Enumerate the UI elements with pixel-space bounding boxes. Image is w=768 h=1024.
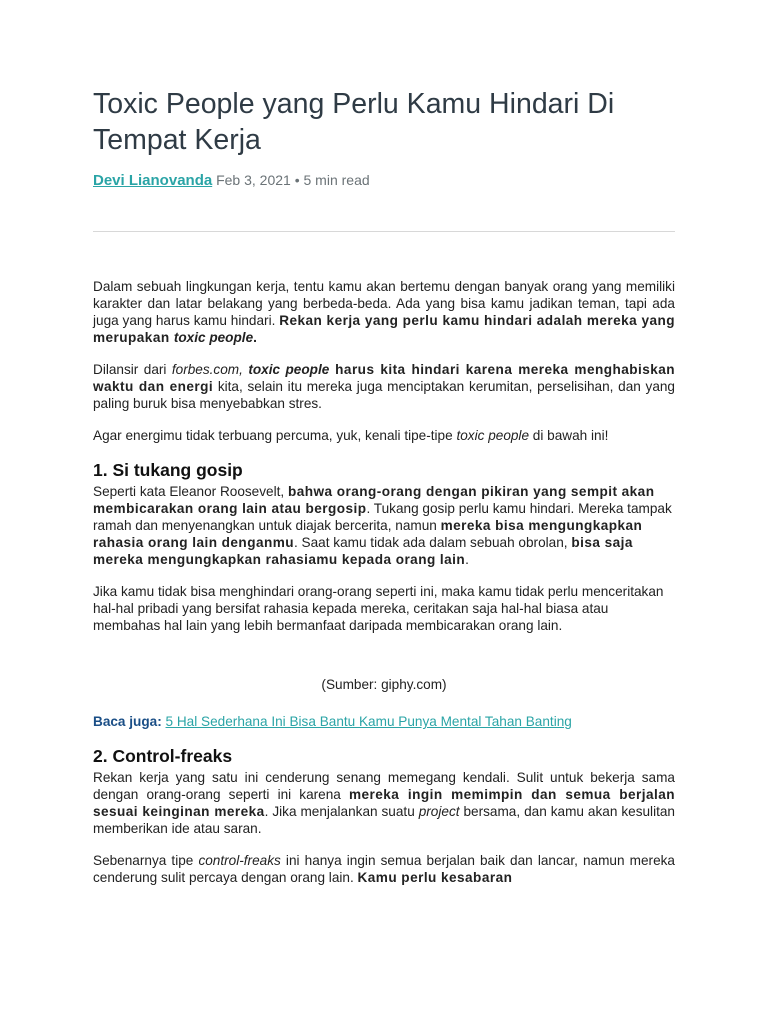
gossip-text-d: . [465, 552, 469, 567]
article-body [93, 278, 675, 901]
intro-end: . [253, 330, 257, 345]
types-intro-paragraph [93, 427, 675, 444]
forbes-bold-italic: toxic people [248, 362, 330, 377]
types-intro-italic: toxic people [456, 428, 530, 443]
gossip-paragraph-1 [93, 483, 675, 568]
forbes-source: forbes.com, [171, 362, 243, 377]
gossip-text-c: . Saat kamu tidak ada dalam sebuah obrolan, [294, 535, 572, 550]
control2-bold: Kamu perlu kesabaran [357, 870, 513, 885]
gossip-bold-1: bahwa orang-orang dengan pikiran yang sempit akan membicarakan orang lain atau bergosip [93, 484, 655, 516]
control-text-c: bersama, dan kamu akan kesulitan memberikan ide atau saran. [93, 804, 675, 836]
article-meta: Feb 3, 2021 • 5 min read [216, 172, 370, 188]
baca-juga-link[interactable]: 5 Hal Sederhana Ini Bisa Bantu Kamu Punya Mental Tahan Banting [165, 714, 572, 729]
gossip-paragraph-2: Jika kamu tidak bisa menghindari orang-orang seperti ini, maka kamu tidak perlu menceritakan hal-hal pribadi yang bersifat rahasia kepada mereka, ceritakan saja hal-hal biasa atau membahas hal lain yang lebih bermanfaat daripada membicarakan orang lain. [93, 584, 664, 633]
article-title: Toxic People yang Perlu Kamu Hindari Di Tempat Kerja [93, 88, 615, 156]
gossip-text-b: . Tukang gosip perlu kamu hindari. Mereka tampak ramah dan menyenangkan untuk diajak bercerita, namun [93, 501, 672, 533]
gossip-text-a: Seperti kata Eleanor Roosevelt, [93, 484, 288, 499]
control-text-a: Rekan kerja yang satu ini cenderung senang memegang kendali. Sulit untuk bekerja sama dengan orang-orang seperti ini karena [93, 770, 675, 802]
gossip-bold-2: mereka bisa mengungkapkan rahasia orang lain denganmu [93, 518, 643, 550]
control-paragraph-1 [93, 769, 675, 837]
intro-paragraph [93, 278, 675, 346]
article-byline [93, 172, 370, 189]
control-paragraph-2 [93, 852, 675, 886]
intro-bold-italic: toxic people [173, 330, 254, 345]
intro-bold: Rekan kerja yang perlu kamu hindari adalah mereka yang merupakan [93, 313, 675, 345]
gossip-bold-3: bisa saja mereka mengungkapkan rahasiamu kepada orang lain [93, 535, 633, 567]
baca-juga-label: Baca juga: [93, 714, 162, 729]
control-text-b: . Jika menjalankan suatu [264, 804, 419, 819]
control2-text-b: ini hanya ingin semua berjalan baik dan lancar, namun mereka cenderung sulit percaya dengan orang lain. [93, 853, 675, 885]
forbes-paragraph [93, 361, 675, 412]
control2-italic: control-freaks [198, 853, 281, 868]
section-heading-control-freaks: 2. Control-freaks [93, 746, 233, 766]
types-intro-b: di bawah ini! [529, 428, 609, 443]
forbes-text-a: Dilansir dari [93, 362, 172, 377]
header-divider [93, 231, 675, 232]
control2-text-a: Sebenarnya tipe [93, 853, 199, 868]
control-italic: project [418, 804, 460, 819]
types-intro-a: Agar energimu tidak terbuang percuma, yuk, kenali tipe-tipe [93, 428, 457, 443]
forbes-text-c: kita, selain itu mereka juga menciptakan kerumitan, perselisihan, dan yang paling buruk bisa menyebabkan stres. [93, 379, 675, 411]
intro-text: Dalam sebuah lingkungan kerja, tentu kamu akan bertemu dengan banyak orang yang memiliki karakter dan latar belakang yang berbeda-beda. Ada yang bisa kamu jadikan teman, tapi ada juga yang harus kamu hindari. [93, 279, 675, 328]
section-heading-gossip: 1. Si tukang gosip [93, 460, 243, 480]
image-caption: (Sumber: giphy.com) [321, 677, 447, 692]
author-link[interactable]: Devi Lianovanda [93, 172, 213, 189]
forbes-bold: harus kita hindari karena mereka menghabiskan waktu dan energi [93, 362, 675, 394]
baca-juga [93, 713, 675, 730]
control-bold: mereka ingin memimpin dan semua berjalan sesuai keinginan mereka [93, 787, 675, 819]
